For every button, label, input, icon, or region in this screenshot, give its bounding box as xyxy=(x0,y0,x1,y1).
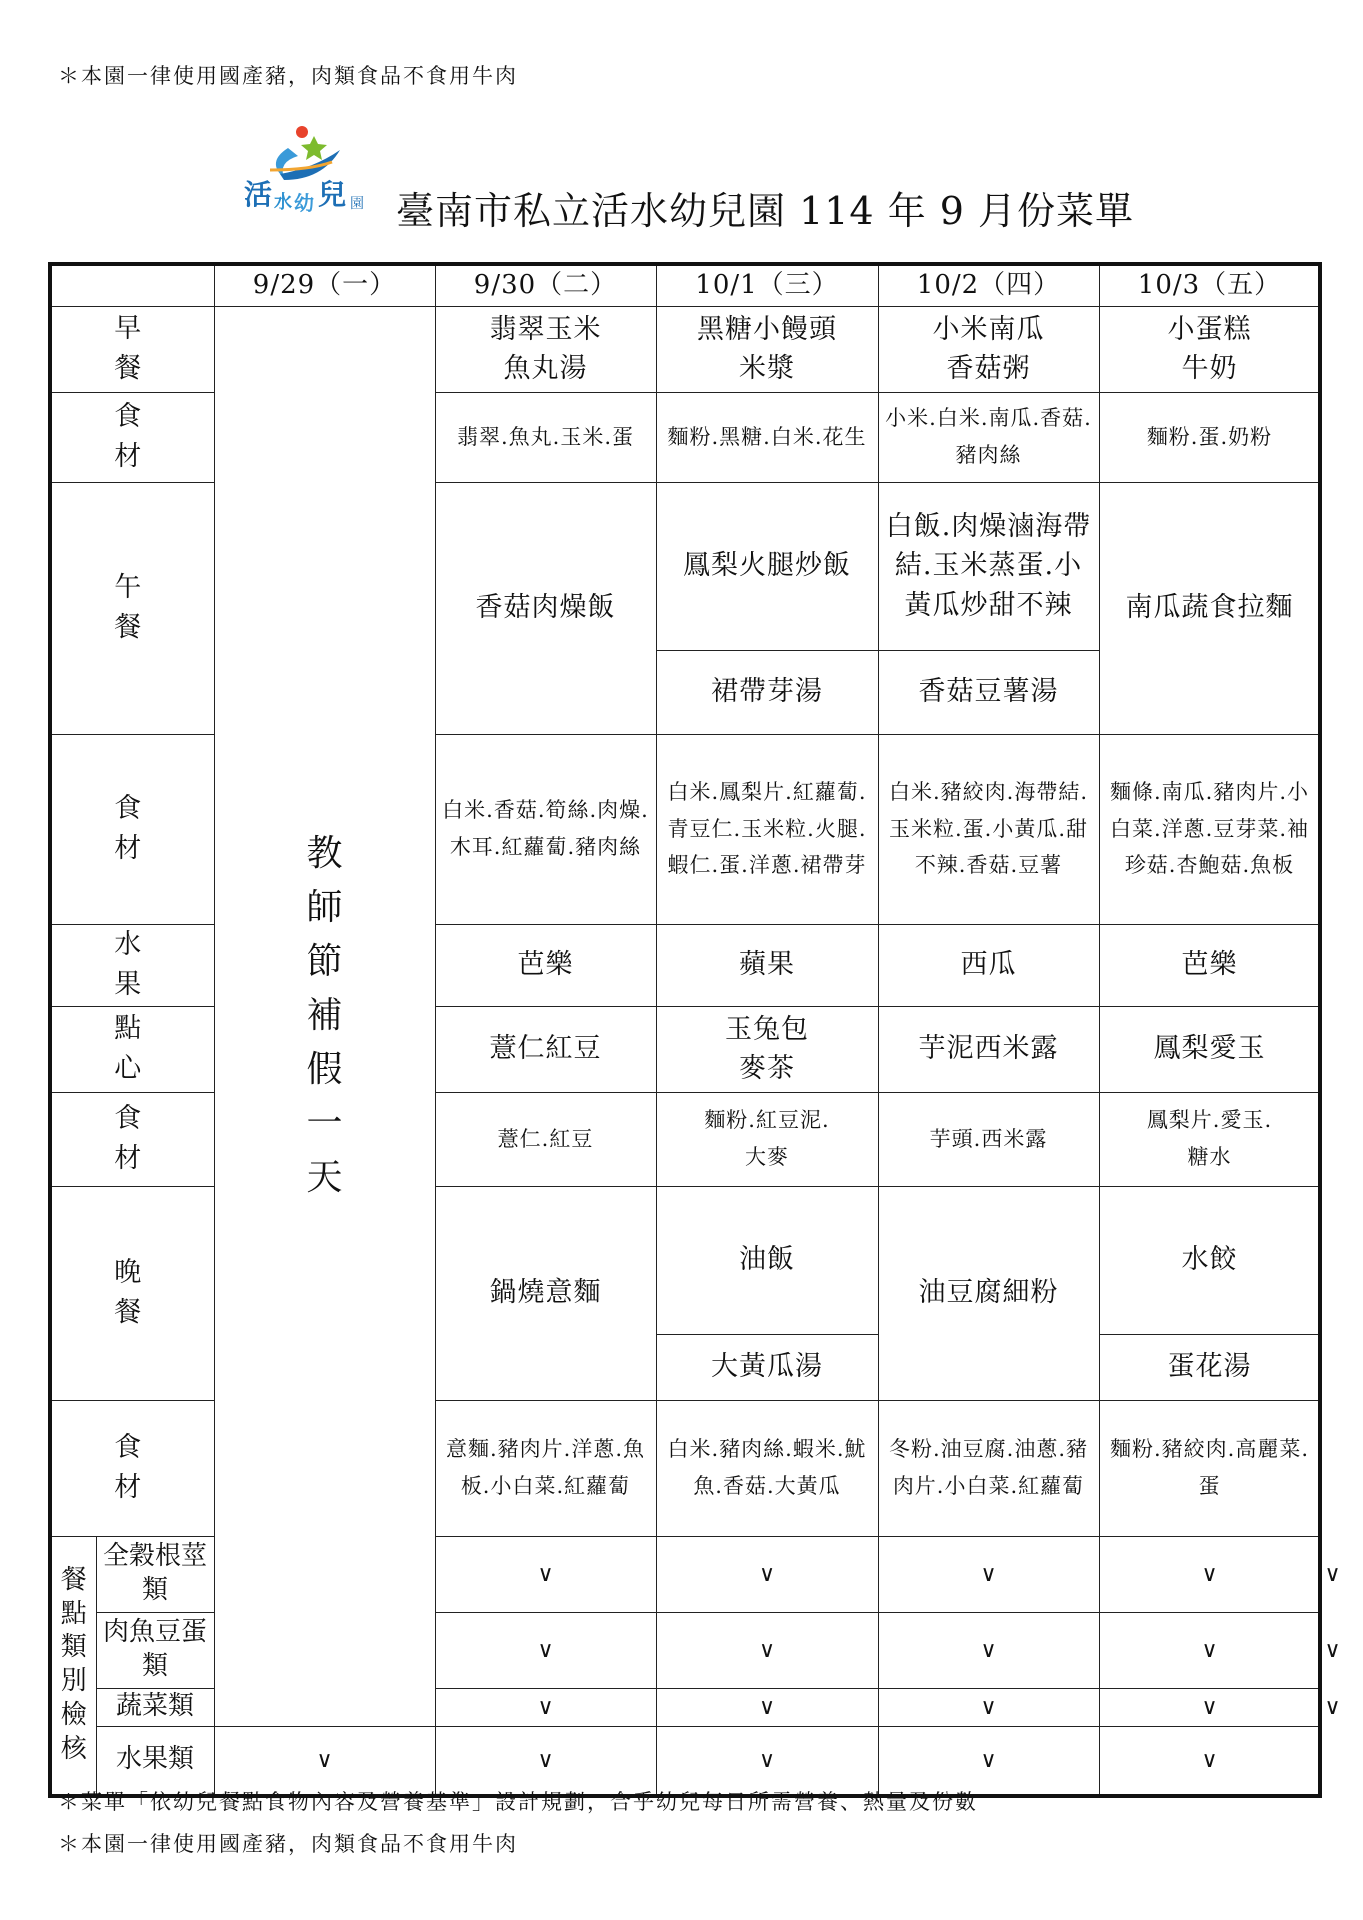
dinner-label: 晚 餐 xyxy=(50,1186,214,1400)
check-mark: ∨ xyxy=(656,1612,878,1688)
snack-d4: 芋泥西米露 xyxy=(878,1006,1099,1092)
fruit-d4: 西瓜 xyxy=(878,924,1099,1006)
lunch-d4-soup: 香菇豆薯湯 xyxy=(878,650,1099,734)
check-mark: ∨ xyxy=(878,1726,1099,1796)
day-header-2: 9/30（二） xyxy=(435,264,656,306)
bottom-note-pork: ＊本園一律使用國產豬，肉類食品不食用牛肉 xyxy=(58,1832,518,1856)
bottom-note-nutrition: ＊菜單「依幼兒餐點食物內容及營養基準」設計規劃，合乎幼兒每日所需營養、熱量及份數 xyxy=(58,1790,978,1814)
lunch-d5: 南瓜蔬食拉麵 xyxy=(1099,482,1320,734)
holiday-notice: 教師節補假一天 xyxy=(214,306,435,1726)
check-row-grains: 餐點類別檢核 全穀根莖類 ∨ ∨ ∨ ∨ ∨ xyxy=(50,1536,1320,1612)
check-mark: ∨ xyxy=(878,1612,1099,1688)
header-row xyxy=(50,264,1320,306)
top-note: ＊本園一律使用國產豬，肉類食品不食用牛肉 xyxy=(58,64,518,88)
dinner-ing-d5: 麵粉.豬絞肉.高麗菜.蛋 xyxy=(1099,1400,1320,1536)
check-category-protein: 肉魚豆蛋類 xyxy=(96,1612,214,1688)
lunch-ing-d3: 白米.鳳梨片.紅蘿蔔.青豆仁.玉米粒.火腿.蝦仁.蛋.洋蔥.裙帶芽 xyxy=(656,734,878,924)
breakfast-ing-d2: 翡翠.魚丸.玉米.蛋 xyxy=(435,392,656,482)
check-mark: ∨ xyxy=(1099,1726,1320,1796)
check-category-vegetables: 蔬菜類 xyxy=(96,1688,214,1726)
breakfast-row xyxy=(50,306,1320,392)
dinner-d4: 油豆腐細粉 xyxy=(878,1186,1099,1400)
check-group-label: 餐點類別檢核 xyxy=(50,1536,96,1796)
ingredients-label: 食 材 xyxy=(50,1092,214,1186)
breakfast-ing-d3: 麵粉.黑糖.白米.花生 xyxy=(656,392,878,482)
check-mark: ∨ xyxy=(1099,1536,1320,1612)
fruit-label: 水 果 xyxy=(50,924,214,1006)
check-row-protein: 肉魚豆蛋類 ∨ ∨ ∨ ∨ ∨ xyxy=(50,1612,1320,1688)
snack-ing-d4: 芋頭.西米露 xyxy=(878,1092,1099,1186)
lunch-ing-d5: 麵條.南瓜.豬肉片.小白菜.洋蔥.豆芽菜.袖珍菇.杏鮑菇.魚板 xyxy=(1099,734,1320,924)
menu-table xyxy=(48,262,1341,1798)
dinner-ing-d2: 意麵.豬肉片.洋蔥.魚板.小白菜.紅蘿蔔 xyxy=(435,1400,656,1536)
check-category-fruit: 水果類 xyxy=(96,1726,214,1796)
check-mark: ∨ xyxy=(435,1612,656,1688)
dinner-ing-d3: 白米.豬肉絲.蝦米.魷魚.香菇.大黃瓜 xyxy=(656,1400,878,1536)
dinner-ing-d4: 冬粉.油豆腐.油蔥.豬肉片.小白菜.紅蘿蔔 xyxy=(878,1400,1099,1536)
dinner-d5-soup: 蛋花湯 xyxy=(1099,1334,1320,1400)
svg-text:幼: 幼 xyxy=(294,193,314,214)
check-mark: ∨ xyxy=(435,1726,656,1796)
check-mark: ∨ xyxy=(656,1536,878,1612)
breakfast-ing-d5: 麵粉.蛋.奶粉 xyxy=(1099,392,1320,482)
fruit-d3: 蘋果 xyxy=(656,924,878,1006)
lunch-label: 午 餐 xyxy=(50,482,214,734)
svg-text:水: 水 xyxy=(274,192,292,212)
check-mark: ∨ xyxy=(214,1726,435,1796)
breakfast-d5: 小蛋糕 牛奶 xyxy=(1099,306,1320,392)
snack-d3: 玉兔包 麥茶 xyxy=(656,1006,878,1092)
snack-ing-d3: 麵粉.紅豆泥. 大麥 xyxy=(656,1092,878,1186)
dinner-d2: 鍋燒意麵 xyxy=(435,1186,656,1400)
dinner-d5-main: 水餃 xyxy=(1099,1186,1320,1334)
page-title: 臺南市私立活水幼兒園 114 年 9 月份菜單 xyxy=(396,189,1135,233)
snack-ing-d2: 薏仁.紅豆 xyxy=(435,1092,656,1186)
fruit-d2: 芭樂 xyxy=(435,924,656,1006)
lunch-ing-d4: 白米.豬絞肉.海帶結.玉米粒.蛋.小黃瓜.甜不辣.香菇.豆薯 xyxy=(878,734,1099,924)
corner-cell xyxy=(50,264,214,306)
snack-label: 點 心 xyxy=(50,1006,214,1092)
lunch-d3-main: 鳳梨火腿炒飯 xyxy=(656,482,878,650)
lunch-ing-d2: 白米.香菇.筍絲.肉燥.木耳.紅蘿蔔.豬肉絲 xyxy=(435,734,656,924)
check-mark: ∨ xyxy=(435,1536,656,1612)
check-mark: ∨ xyxy=(656,1726,878,1796)
breakfast-label: 早 餐 xyxy=(50,306,214,392)
check-mark: ∨ xyxy=(1099,1688,1320,1726)
day-header-5: 10/3（五） xyxy=(1099,264,1320,306)
check-mark: ∨ xyxy=(878,1688,1099,1726)
check-mark: ∨ xyxy=(435,1688,656,1726)
fruit-d5: 芭樂 xyxy=(1099,924,1320,1006)
lunch-d3-soup: 裙帶芽湯 xyxy=(656,650,878,734)
breakfast-d2: 翡翠玉米 魚丸湯 xyxy=(435,306,656,392)
ingredients-label: 食 材 xyxy=(50,1400,214,1536)
check-category-grains: 全穀根莖類 xyxy=(96,1536,214,1612)
snack-d5: 鳳梨愛玉 xyxy=(1099,1006,1320,1092)
day-header-4: 10/2（四） xyxy=(878,264,1099,306)
lunch-d4-main: 白飯.肉燥滷海帶結.玉米蒸蛋.小黃瓜炒甜不辣 xyxy=(878,482,1099,650)
day-header-1: 9/29（一） xyxy=(214,264,435,306)
svg-text:活: 活 xyxy=(244,179,273,210)
check-mark: ∨ xyxy=(1099,1612,1320,1688)
dinner-d3-soup: 大黃瓜湯 xyxy=(656,1334,878,1400)
ingredients-label: 食 材 xyxy=(50,734,214,924)
check-mark: ∨ xyxy=(656,1688,878,1726)
svg-text:園: 園 xyxy=(350,195,364,211)
day-header-3: 10/1（三） xyxy=(656,264,878,306)
svg-text:兒: 兒 xyxy=(318,179,347,210)
breakfast-ing-d4: 小米.白米.南瓜.香菇.豬肉絲 xyxy=(878,392,1099,482)
lunch-d2: 香菇肉燥飯 xyxy=(435,482,656,734)
breakfast-d3: 黑糖小饅頭 米漿 xyxy=(656,306,878,392)
breakfast-d4: 小米南瓜 香菇粥 xyxy=(878,306,1099,392)
school-logo xyxy=(240,122,380,214)
snack-d2: 薏仁紅豆 xyxy=(435,1006,656,1092)
check-mark: ∨ xyxy=(878,1536,1099,1612)
dinner-d3-main: 油飯 xyxy=(656,1186,878,1334)
ingredients-label: 食 材 xyxy=(50,392,214,482)
snack-ing-d5: 鳳梨片.愛玉. 糖水 xyxy=(1099,1092,1320,1186)
check-row-vegetables: 蔬菜類 ∨ ∨ ∨ ∨ ∨ xyxy=(50,1688,1320,1726)
